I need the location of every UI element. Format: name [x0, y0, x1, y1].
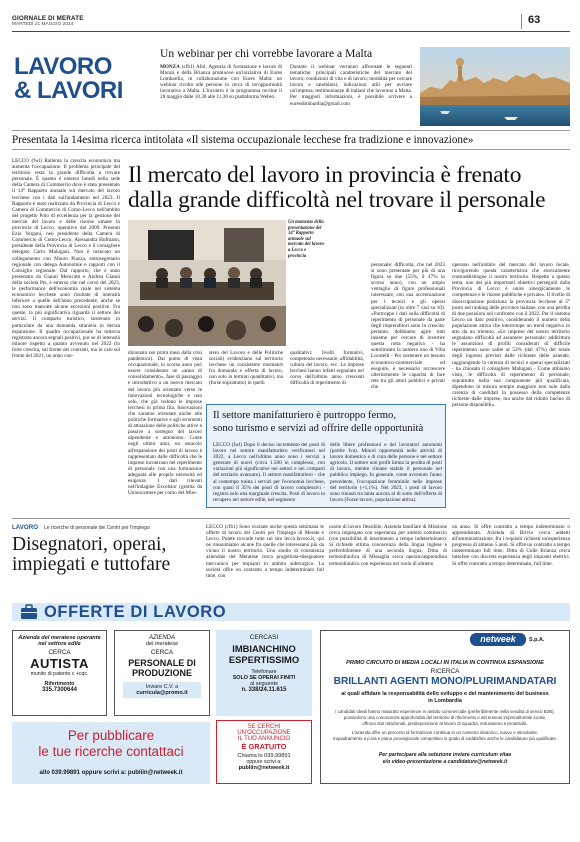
- malta-photo: [420, 47, 570, 126]
- netweek-body-5: Inquadramento a p.iva e piano provvigionale competitivo in grado di soddisfare anche le candidature più qualificate.: [332, 736, 558, 741]
- main-pretitle: Presentata la 14esima ricerca intitolata «Il sistema occupazionale lecchese fra tradizione e innovazione»: [12, 134, 474, 146]
- netweek-body-3: offrono doti relazionali, predisposizione al lavoro di squadra, entusiasmo e proattività.: [362, 721, 528, 726]
- ad3-tel-pre: al seguente: [250, 681, 278, 687]
- ad3-hours: SOLO SE OPERAI FINITI: [232, 675, 296, 681]
- netweek-footer-2: e/o video-presentazione a candidature@netweek.it: [382, 759, 508, 765]
- malta-title: Un webinar per chi vorrebbe lavorare a Malta: [160, 47, 373, 60]
- ad2-big-2: PRODUZIONE: [131, 668, 192, 678]
- ad2-line1: AZIENDA: [148, 635, 175, 641]
- ad1-sub: munito di patente c +cqc.: [30, 671, 89, 677]
- main-bottom-divider: [12, 518, 570, 519]
- ad1-line2: nel settore edile: [38, 641, 81, 647]
- main-photo: [128, 220, 286, 346]
- page-number: 63: [528, 14, 541, 26]
- ad3-tel-label: Telefonare: [251, 669, 277, 675]
- malta-text-4: Per maggiori informazioni, è possibile scrivere a euresdombardia@gmail.com: [290, 94, 412, 107]
- disegnatori-title-2: impiegati e tuttofare: [12, 554, 171, 575]
- ad1-line1: Azienda del meratese operante: [18, 635, 101, 641]
- main-headline-1: Il mercato del lavoro in provincia è frenato: [128, 162, 522, 188]
- main-col-6: operano nell'ambito del mercato del lavoro locale, rinvigorendo questa caratteristica che storicamente contraddistingue il nostro territorio. Rispetto a questo tema, uno dei più importanti obiettivi perseguiti dalla Provincia di Lecco è unire sinergicamente le competenze e le risorse pubbliche e private». Il livello di disoccupazione posiziona la provincia lecchese al 5° posto nel ranking delle province italiane, con una perdita di due posizioni nel confronto con il 2022. Per il sistema Lecco un dato positivo, considerando il numero della popolazione attiva che interrompe un trend negativo in atto da un triennio. «Le imprese del nostro territorio segnalano difficoltà ad assumere personale: addirittura le assunzioni di profili considerati di difficile reperimento sono salite al 53% (dal 47%) del totale degli ingressi previsti dalle richieste delle aziende, raggiungendo la carenza di tecnici e operai specializzati - ha chiosato il consigliere Malugani - Come abbiamo visto, le difficoltà di reperimento di personale, soprattutto nella sua componente più qualificata, dipendono in misura sempre maggiore non solo dalla carenza di candidati in possesso della competenze richieste dalle imprese, ma anche dal ridotto bacino di persone disponibili».: [452, 262, 570, 409]
- section-label-lavoro: LAVORO: [14, 53, 112, 80]
- main-photo-caption: Un momento della presentazione del 14° Rapporto annuale sul mercato del lavoro a Lecco e provincia: [288, 220, 324, 259]
- malta-place: MONZA: [160, 64, 180, 70]
- ad3-phone: n. 338/24.11.615: [241, 687, 287, 693]
- netweek-sub-2: in Lombardia: [428, 698, 462, 704]
- section-label-lavori: & LAVORI: [14, 77, 123, 104]
- ad1-big: AUTISTA: [30, 656, 89, 671]
- pretitle-divider: [12, 149, 570, 150]
- disegnatori-col-1: LECCO (cfb1) Sono svariate anche questa settimana le offerte di lavoro dei Centri per l'impiego di Merate e Lecco. Potete trovarle tutte sul sito lecco.lavoro.it, qui ne riassumiamo alcune fra quelle che interessano più da vicino il nostro territorio. Uno studio di consulenza aziendale del Meratese cerca progettista-disegnatore meccanico per impianti in ambito siderurgico. La società offre un contratto a tempo indeterminato full time, con: [206, 524, 324, 579]
- main-col-1: LECCO (fwl) Rallenta la crescita economica ma aumenta l'occupazione. Il problema principale del territorio resta la grande difficoltà a trovare personale. È quanto è emerso lunedì nella sede della Camera di Commercio dove è stato presentato il 14° Rapporto annuale sul mercato del lavoro lecchese con i dati sull'andamento nel 2023. Il Rapporto è stato realizzato da Provincia di Lecco e Camera di Commercio di Como-Lecco nell'ambito del progetto Polo di eccellenza per la gestione dei mercati del lavoro e delle risorse umane in provincia di Lecco, operativo dal 2009. Presenti Ezio Vergani, neo presidente della Camera di Commercio di Como-Lecco, Alessandra Hofmann, presidente della Provincia di Lecco e il consigliere delegato Carlo Malugani. Non è mancato un collegamento con Mauro Piazza, sottosegretario regionale con delega Autonomie e rapporti con il Consiglio regionale. Dal rapporto, che è stato presentato da Gianni Menicatti e Andrea Gianni della società Pts, è emerso che nel corso del 2023, le performance dell'economia reale nel sistema economico lecchese sono risultate di intensità inferiore a quelle dell'anno precedente, anche se non sono mancate alcune eccezioni positive. Fra queste, la più significativa riguarda il settore dei servizi. Il comparto turistico, sostenuto in particolare da una domanda straniera in decisa espansione. Il quadro occupazionale ha tuttavia registrato ancora segnali positivi, pur se di intensità minore rispetto a quanto avvenuto nel 2022 (in forte crescita, sul fronte dei contratti, ma in calo sul fronte del 2021, un anno con-: [12, 158, 120, 359]
- malta-divider: [12, 130, 570, 131]
- disegnatori-label-sub: Le ricerche di personale dei Centri per l'impiego: [44, 525, 150, 531]
- ad3-line1: CERCASI: [249, 634, 279, 641]
- briefcase-icon: [20, 604, 38, 620]
- manufacturing-col-1: LECCO (fwl) Dopo il deciso incremento dei posti di lavoro nel settore manifatturiero verificatosi nel 2022, a Lecco nell'ultimo anno sono i servizi a generare di nuovi (circa 1.500 in complesso, con variazioni più significative nei settori e nei comparti del terziario avanzato). Il settore manifatturiero - che al contempo traina i servizi per l'economia lecchese, con quasi il 35% dei posti di lavoro complessivi - registra solo una marginale crescita. Posti di lavoro in recupero nel settore edile, nel segmento: [213, 442, 325, 503]
- manufacturing-title-2: sono turismo e servizi ad offrire delle opportunità: [213, 423, 424, 434]
- publish-line-2: le tue ricerche contattaci: [38, 744, 184, 759]
- paper-date: MARTEDÌ 21 MAGGIO 2024: [12, 22, 74, 27]
- ad1-line3: CERCA: [48, 649, 71, 656]
- malta-col-1: [160, 64, 282, 126]
- netweek-big: BRILLANTI AGENTI MONO/PLURIMANDATARI: [333, 676, 557, 687]
- offerte-title: OFFERTE DI LAVORO: [44, 603, 227, 621]
- main-col-2: dizionato nei primi mesi dalla crisi pandemica). Dal punto di vista occupazionale, lo scorso anno può essere considerato un «anno di consolidamento», fase di passaggio e introduttivo a un nuovo mercato del lavoro più orientato verso le innovazioni tecnologiche e non solo, che già vedono le imprese lecchesi in prima fila. Innovazioni che saranno orientate anche alle politiche formative e agli strumenti di attuazione delle politiche attive e passive a sostegno del lavoro dipendente e autonomo. Come negli ultimi anni, un ostacolo all'espansione dei posti di lavoro è rappresentato dalle difficoltà che le imprese incontrano nel reperimento di personale con una formazione adeguata alle proprie necessità ed esigenze. I dati rilevati nell'indagine Excelsior (gestita da Unioncamere per conto del Mini-: [128, 350, 202, 497]
- publish-line-1: Per pubblicare: [67, 728, 155, 743]
- ad3-big-1: IMBIANCHINO: [232, 643, 296, 654]
- netweek-body-4: L'azienda offre un percorso di formazione continua in un contesto dinamico, nuovo e stimolante.: [351, 730, 539, 735]
- netweek-brand: netweek: [480, 634, 516, 644]
- malta-text-3: Durante il webinar verranno affrontate le seguenti tematiche: principali caratteristiche del mercato del lavoro; condizioni di vita e di lavoro; modalità per cercare lavoro e candidarsi; indicazioni utili per avviare un'impresa; testimonianze di italiani che lavorano a Malta.: [290, 64, 412, 95]
- promo-l1: SE CERCHI: [247, 724, 281, 730]
- main-headline-2: dalla grande difficoltà nel trovare il personale: [128, 187, 546, 213]
- ad2-line2: del meratese: [145, 641, 179, 647]
- disegnatori-col-2: orario di lavoro flessibile. Azienda familiare di Missione cerca impiegato con esperienza per ambito commercio (con possibilità di inserimento a tempo indeterminato). Si richiede ottima conoscenza della lingua inglese e preferibilmente di una seconda lingua. Ditta di termoidraulica di Missaglia cerca operaio/apprendista termoidraulico con esperienza nel ruolo di almeno: [329, 524, 447, 567]
- malta-col-2: [290, 64, 412, 126]
- disegnatori-title-1: Disegnatori, operai,: [12, 534, 167, 555]
- malta-text-2: L'incontro è in programma on-line il 28 maggio dalle 10.30 alle 11.30 su piattaforma Webex.: [160, 88, 282, 101]
- ad-autista: [12, 630, 107, 716]
- netweek-sub-1: ai quali affidare la responsabilità dello sviluppo e del mantenimento del business: [341, 691, 549, 697]
- header-rule: [12, 31, 570, 32]
- ad-promo-gratuito: [216, 720, 312, 784]
- ad-personale-produzione: [114, 630, 210, 716]
- disegnatori-col-3: un anno. Si offre contratto a tempo indeterminato o apprendistato. Azienda di Brivio cerca addetti all'amministrazione, fra i requisiti richiesti un'esperienza pregressa di almeno 5 anni. Si offre un contratto a tempo indeterminato full time. Ditta di Colle Brianza cerca tuttofare con discreta esperienza degli impianti elettrici. Si offre contratto a tempo determinato, full time.: [452, 524, 570, 567]
- promo-l4: È GRATUITO: [241, 742, 287, 751]
- netweek-body-1: I candidati ideali hanno maturato esperienze in ambito commerciale (preferibilmente nella vendita di servizi B2B),: [335, 709, 555, 714]
- ad2-line3: CERCA: [150, 649, 174, 656]
- malta-tag: (cfb1): [181, 64, 195, 70]
- malta-harbour-image: [420, 47, 570, 126]
- ad2-send-1: Inviare C.V. a: [145, 684, 179, 690]
- ad1-ref-phone: 335.7300644: [41, 687, 78, 693]
- manufacturing-col-2: delle libere professioni e dei lavoratori autonomi (partite Iva). Minori opportunità nelle attività di lavoro domestico e di cura delle persone e nel settore agricolo. Il settore non profit limita la perdita di posti di lavoro, mentre rimane stabile il personale nel pubblico impiego. In generale, come avvenuto l'anno precedente, l'occupazione femminile nelle imprese del territorio (+1,1%). Nel 2023, i posti di lavoro sono rimasti tra tanta ancora al di sotto dell'offerta di lavoro (Forze lavoro, popolazione attiva).: [330, 442, 442, 503]
- promo-l5: Chiama lo 039.99891: [237, 753, 291, 759]
- publish-contact: allo 039.99891 oppure scrivi a: publiin@netweek.it: [39, 770, 183, 776]
- main-col-4: qualitativi: livelli formativi, competenze necessarie, affidabilità, cultura del lavoro, ecc. Le imprese lecchesi hanno infatti segnalato nel corso dell'ultimo anno crescenti difficoltà di reperimento di: [290, 350, 364, 387]
- paper-name: GIORNALE DI MERATE: [12, 15, 84, 22]
- promo-l6: oppure scrivi a:: [246, 759, 282, 765]
- manufacturing-title-1: Il settore manifatturiero è purtroppo fermo,: [213, 410, 396, 421]
- ad2-big-1: PERSONALE DI: [128, 658, 196, 668]
- malta-text-1: Afol, Agenzia di formazione e lavoro di Monza e della Brianza promuove un'iniziativa di Eures Lombardia, in collaborazione con Eures Malta: un webinar rivolto alle persone in cerca di un'opportunità lavorativa a Malta.: [160, 64, 283, 95]
- promo-l3: IL TUO ANNUNCIO: [237, 736, 291, 742]
- promo-l2: UN'OCCUPAZIONE: [237, 730, 291, 736]
- ad2-send-2: curricula@promo.it: [136, 690, 188, 696]
- promo-l7: publiin@netweek.it: [238, 765, 290, 771]
- netweek-body-2: possiedono una conoscenza approfondita del territorio di riferimento e del tessuto imprenditoriale locale,: [343, 715, 547, 720]
- main-col-3: stero del Lavoro e delle Politiche sociali) evidenziano sul territorio lecchese un consistente mismatch fra domanda e offerta di lavoro, non solo in termini quantitativi, ma (forse soprattutto) in quelli: [209, 350, 283, 387]
- main-col-5: personale: difficoltà, che nel 2023 si sono presentate per più di una figura su due (55%, il 47% lo scorso anno), con un ampio ventaglio di figure professionali interessate, con una accentuazione per i tecnici e gli operai specializzati (in oltre 7 casi su 10). «Purtroppo i dati sulla difficoltà di reperimento di personale da parte degli imprenditori sono in crescita: pertanto, dobbiamo agire tutti insieme per cercare di invertire questa rotta negativa - ha sottolineato la numero uno di Villa Locatelli - Per sostenere un tessuto economico-commerciale ed eseguire, è necessario accrescere ulteriormente le capacità di fare rete tra gli attori pubblici e privati che: [371, 262, 445, 390]
- ad3-big-2: ESPERTISSIMO: [228, 654, 300, 665]
- ad1-ref-label: Riferimento: [44, 681, 75, 687]
- netweek-footer-1: Per partecipare alla selezione inviare curriculum vitae: [378, 752, 512, 758]
- netweek-ricerca: RICERCA: [430, 668, 460, 675]
- conference-image: [128, 220, 286, 346]
- ad-imbianchino: [216, 630, 312, 716]
- page-num-divider: [521, 14, 522, 29]
- netweek-brand-suffix: S.p.A.: [529, 637, 545, 643]
- netweek-lead: PRIMO CIRCUITO DI MEDIA LOCALI IN ITALIA IN CONTINUA ESPANSIONE: [346, 660, 544, 666]
- disegnatori-label: LAVORO: [12, 524, 39, 531]
